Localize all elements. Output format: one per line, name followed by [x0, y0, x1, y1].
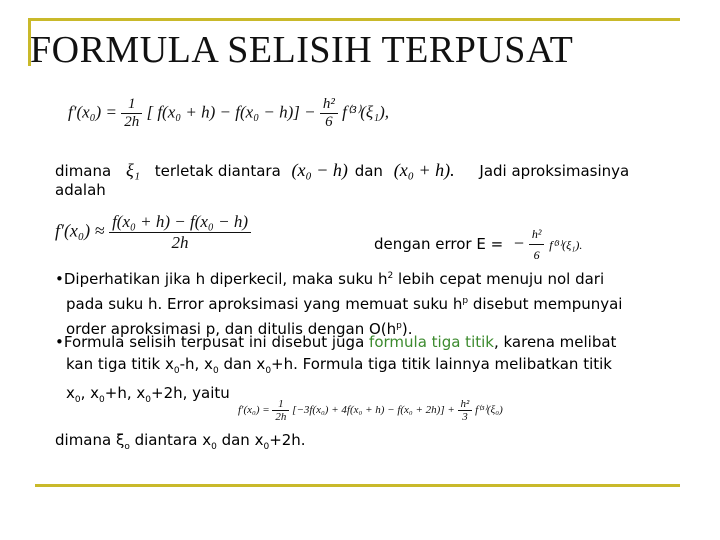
terletak-text: terletak diantara — [154, 162, 281, 180]
xi-symbol: ξ₁ — [125, 160, 140, 180]
bullet2-text: x — [66, 384, 75, 402]
eq2-fraction — [109, 212, 251, 253]
dimana-xi-line — [55, 430, 306, 457]
bullet2-sub: 0 — [265, 366, 272, 376]
bullet1-line-2 — [55, 290, 622, 315]
bullet2-sub: 0 — [212, 366, 219, 376]
formula-three-point-forward — [238, 398, 503, 423]
footer-sub: 0 — [263, 442, 270, 452]
bullet2-text: •Formula selisih terpusat ini disebut juga — [55, 333, 370, 351]
bullet1-text: pada suku h. Error aproksimasi yang memuat suku h — [66, 295, 463, 313]
footer-sub: 0 — [211, 442, 217, 452]
bullet1-sup: 2 — [387, 271, 394, 281]
eq2-frac-den: 2h — [171, 233, 189, 252]
bullet2-text: , x — [80, 384, 100, 402]
eq1-rhs: f⁽³⁾(ξ₁), — [342, 102, 390, 122]
interval-lower: (x₀ − h) — [291, 160, 348, 180]
eq1-frac-den: 2h — [124, 114, 140, 130]
footer-text: +2h. — [269, 431, 306, 449]
dimana-line — [55, 160, 629, 181]
dimana-word: dimana — [55, 162, 112, 180]
footer-text: diantara x — [129, 431, 212, 449]
eq1-lhs: f′(x₀) = — [68, 102, 117, 122]
bullet2-sub: 0 — [74, 395, 81, 405]
bullet2-text: +2h, yaitu — [151, 384, 230, 402]
bullet2-text: +h. Formula tiga titik lainnya melibatkan titik — [271, 355, 612, 373]
eq3-fraction — [272, 398, 289, 423]
footer-sub: o — [124, 442, 130, 452]
eq2-lhs: f′(x₀) ≈ — [55, 220, 105, 241]
bullet2-sub: 0 — [99, 395, 105, 405]
adalah-line: adalah — [55, 181, 106, 199]
error-label: dengan error E = — [374, 235, 504, 253]
dan-word: dan — [354, 162, 383, 180]
bullet2-text: +h, x — [104, 384, 146, 402]
eq2-frac-num: f(x₀ + h) − f(x₀ − h) — [109, 212, 251, 233]
frame-bottom-rule — [35, 484, 680, 487]
error-fraction — [529, 224, 545, 265]
footer-text: dan x — [216, 431, 264, 449]
page-title: FORMULA SELISIH TERPUSAT — [30, 29, 574, 71]
bullet1-sup: p — [462, 296, 469, 306]
bullet2-text: kan tiga titik x — [66, 355, 174, 373]
bullet2-sub: 0 — [173, 366, 180, 376]
jadi-text: Jadi aproksimasinya — [479, 162, 630, 180]
error-rhs: f⁽³⁾(ξ₁). — [549, 238, 583, 252]
frame-top-rule — [28, 18, 680, 21]
eq3-frac2-den: 3 — [462, 411, 468, 423]
error-frac-num: h² — [529, 224, 545, 245]
bullet1-line-1 — [55, 265, 622, 290]
eq1-frac-num: 1 — [121, 96, 142, 114]
formula-approximation — [55, 212, 251, 253]
bullet1-text: •Diperhatikan jika h diperkecil, maka suku h — [55, 270, 388, 288]
bullet1-sup: p — [396, 321, 402, 331]
eq1-fraction — [121, 96, 142, 131]
bullet2-line-1 — [55, 331, 616, 353]
bullet1-text: lebih cepat menuju nol dari — [393, 270, 605, 288]
three-point-formula-term: formula tiga titik — [369, 333, 494, 351]
error-frac-den: 6 — [533, 248, 540, 262]
eq3-fraction-2 — [458, 398, 473, 423]
eq3-middle: [−3f(x₀) + 4f(x₀ + h) − f(x₀ + 2h)] + — [292, 404, 455, 417]
eq3-frac2-num: h² — [458, 398, 473, 411]
formula-central-difference — [68, 96, 389, 131]
error-line — [374, 224, 582, 265]
bullet2-line-2 — [55, 353, 616, 382]
bullet2-sub: 0 — [145, 395, 152, 405]
eq1-fraction-2 — [320, 96, 338, 131]
eq1-frac2-den: 6 — [325, 114, 333, 130]
bullet2-text: -h, x — [179, 355, 213, 373]
bullet2-text: dan x — [218, 355, 266, 373]
interval-upper: (x₀ + h). — [393, 160, 455, 180]
bullet1-text: order aproksimasi p, dan ditulis dengan O(h — [66, 320, 397, 338]
bullet-order-paragraph — [55, 265, 622, 340]
eq1-middle: [ f(x₀ + h) − f(x₀ − h)] − — [146, 102, 316, 122]
bullet1-text: ). — [401, 320, 413, 338]
eq3-lhs: f′(x₀) = — [238, 404, 270, 417]
eq1-frac2-num: h² — [320, 96, 338, 114]
eq3-frac-den: 2h — [275, 411, 287, 423]
eq3-rhs: f⁽³⁾(ξ₀) — [475, 404, 503, 417]
bullet1-text: disebut mempunyai — [468, 295, 623, 313]
footer-text: dimana ξ — [55, 431, 125, 449]
bullet2-text: , karena melibat — [493, 333, 617, 351]
error-sign: − — [513, 233, 525, 253]
eq3-frac-num: 1 — [272, 398, 289, 411]
